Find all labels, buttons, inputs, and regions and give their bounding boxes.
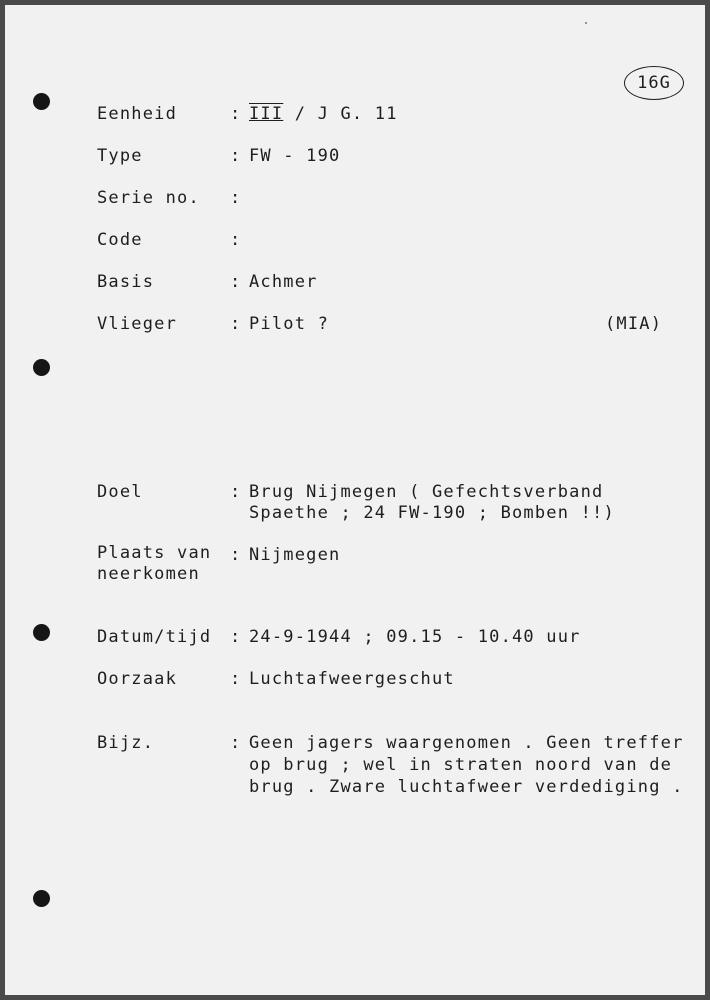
- basis-label: Basis: [97, 272, 155, 292]
- doel-colon: :: [230, 482, 242, 502]
- plaats-value: Nijmegen: [249, 545, 341, 565]
- eenheid-group-roman: III: [249, 104, 284, 124]
- oorzaak-colon: :: [230, 669, 242, 689]
- page-number: 16G: [624, 66, 684, 100]
- vlieger-label: Vlieger: [97, 314, 178, 334]
- punch-hole: [33, 359, 50, 376]
- eenheid-label: Eenheid: [97, 104, 178, 124]
- doel-label: Doel: [97, 482, 143, 502]
- vlieger-colon: :: [230, 314, 242, 334]
- eenheid-unit: / J G. 11: [294, 104, 398, 124]
- type-label: Type: [97, 146, 143, 166]
- bijz-colon: :: [230, 733, 242, 753]
- oorzaak-label: Oorzaak: [97, 669, 178, 689]
- punch-hole: [33, 624, 50, 641]
- datum-value: 24-9-1944 ; 09.15 - 10.40 uur: [249, 627, 581, 647]
- plaats-label-line1: Plaats van: [97, 543, 212, 563]
- basis-value: Achmer: [249, 272, 318, 292]
- bijz-value-line2: op brug ; wel in straten noord van de: [249, 755, 673, 775]
- datum-label: Datum/tijd: [97, 627, 212, 647]
- punch-hole: [33, 93, 50, 110]
- datum-colon: :: [230, 627, 242, 647]
- basis-colon: :: [230, 272, 242, 292]
- vlieger-status-note: (MIA): [605, 314, 663, 334]
- doel-value-line1: Brug Nijmegen ( Gefechtsverband: [249, 482, 604, 502]
- type-colon: :: [230, 146, 242, 166]
- plaats-label-line2: neerkomen: [97, 564, 200, 584]
- oorzaak-value: Luchtafweergeschut: [249, 669, 455, 689]
- eenheid-colon: :: [230, 104, 242, 124]
- doel-value-line2: Spaethe ; 24 FW-190 ; Bomben !!): [249, 503, 615, 523]
- document-page: [5, 5, 705, 995]
- eenheid-value: [249, 104, 398, 125]
- plaats-colon: :: [230, 545, 242, 565]
- bijz-label: Bijz.: [97, 733, 155, 753]
- punch-hole: [33, 890, 50, 907]
- serie-label: Serie no.: [97, 188, 200, 208]
- serie-colon: :: [230, 188, 242, 208]
- code-label: Code: [97, 230, 143, 250]
- code-colon: :: [230, 230, 242, 250]
- vlieger-value: Pilot ?: [249, 314, 330, 334]
- bijz-value-line3: brug . Zware luchtafweer verdediging .: [249, 777, 684, 797]
- type-value: FW - 190: [249, 146, 341, 166]
- speck: [585, 22, 587, 24]
- bijz-value-line1: Geen jagers waargenomen . Geen treffer: [249, 733, 684, 753]
